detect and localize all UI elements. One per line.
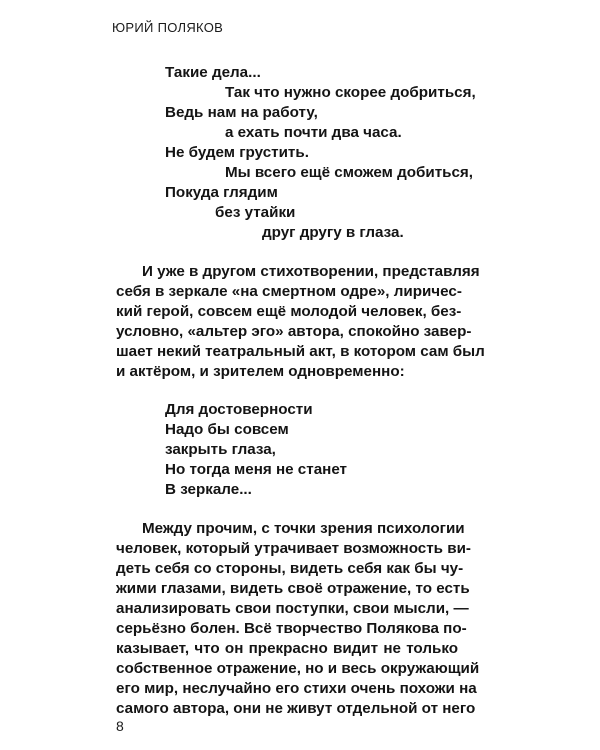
poem-line: Не будем грустить. — [165, 144, 309, 161]
poem-line: В зеркале... — [165, 481, 252, 498]
paragraph-line: серьёзно болен. Всё творчество Полякова по- — [116, 620, 467, 637]
poem-line: друг другу в глаза. — [262, 224, 404, 241]
paragraph-line: себя в зеркале «на смертном одре», лиричес- — [116, 283, 462, 300]
paragraph-line: жими глазами, видеть своё отражение, то есть — [116, 580, 470, 597]
paragraph-line: его мир, неслучайно его стихи очень похожи на — [116, 680, 477, 697]
poem-line: а ехать почти два часа. — [225, 124, 402, 141]
paragraph-line: И уже в другом стихотворении, представляя — [142, 263, 480, 280]
poem-line: Но тогда меня не станет — [165, 461, 347, 478]
paragraph-line: шает некий театральный акт, в котором сам был — [116, 343, 485, 360]
paragraph-line: условно, «альтер эго» автора, спокойно завер- — [116, 323, 472, 340]
paragraph-line: и актёром, и зрителем одновременно: — [116, 363, 405, 380]
poem-line: Надо бы совсем — [165, 421, 289, 438]
paragraph-line: анализировать свои поступки, свои мысли, — — [116, 600, 469, 617]
paragraph-line: деть себя со стороны, видеть себя как бы чу- — [116, 560, 464, 577]
page-number: 8 — [116, 718, 124, 734]
paragraph-line: казывает, что он прекрасно видит не только — [116, 640, 458, 657]
running-header: ЮРИЙ ПОЛЯКОВ — [112, 20, 224, 35]
poem-line: без утайки — [215, 204, 296, 221]
paragraph-line: человек, который утрачивает возможность ви- — [116, 540, 471, 557]
poem-line: Мы всего ещё сможем добиться, — [225, 164, 474, 181]
paragraph-line: кий герой, совсем ещё молодой человек, без- — [116, 303, 462, 320]
poem-line: Покуда глядим — [165, 184, 278, 201]
paragraph-line: самого автора, они не живут отдельной от него — [116, 700, 476, 717]
paragraph-line: Между прочим, с точки зрения психологии — [142, 520, 465, 537]
paragraph-line: собственное отражение, но и весь окружающий — [116, 660, 480, 677]
poem-line: Так что нужно скорее добриться, — [225, 84, 476, 101]
poem-line: Для достоверности — [165, 401, 313, 418]
poem-line: закрыть глаза, — [165, 441, 276, 458]
poem-line: Ведь нам на работу, — [165, 104, 318, 121]
poem-line: Такие дела... — [165, 64, 261, 81]
